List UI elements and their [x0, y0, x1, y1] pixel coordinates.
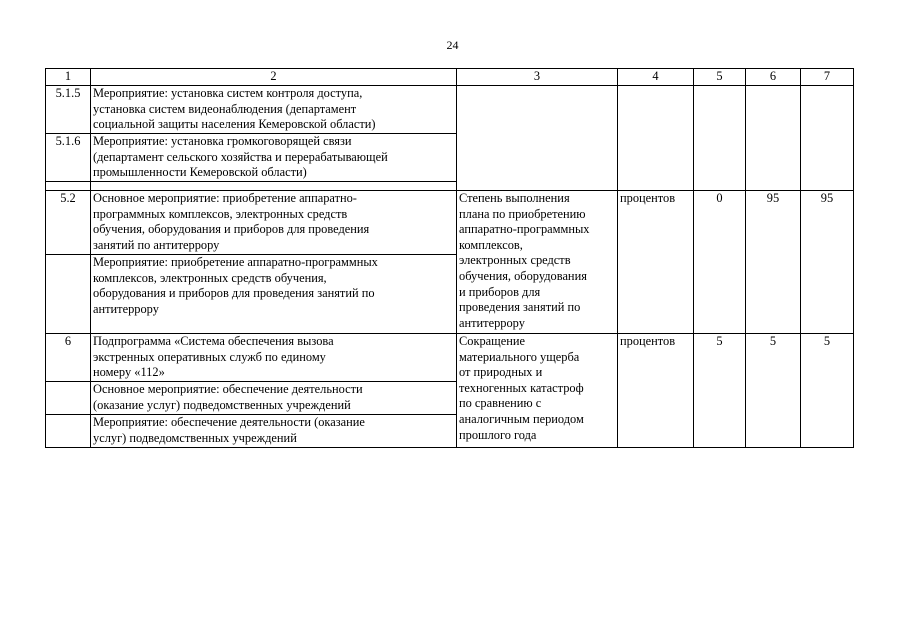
- unit-text: процентов: [618, 191, 694, 334]
- column-header: 4: [618, 69, 694, 86]
- value-col6: 95: [746, 191, 801, 334]
- value-cell-empty: [801, 86, 854, 191]
- value-col5: 0: [694, 191, 746, 334]
- column-header: 2: [91, 69, 457, 86]
- column-header: 3: [457, 69, 618, 86]
- value-col7: 5: [801, 334, 854, 448]
- table-row: [46, 86, 854, 134]
- row-number-empty: [46, 255, 91, 334]
- indicator-text: Степень выполнения плана по приобретению аппаратно-программных комплексов, электронных средств обучения, оборудования и приборов для проведения занятий по антитеррору: [457, 191, 618, 334]
- row-number: 5.2: [46, 191, 91, 255]
- row-number-empty: [46, 415, 91, 448]
- value-cell-empty: [746, 86, 801, 191]
- row-number: 5.1.6: [46, 134, 91, 182]
- row-number: 6: [46, 334, 91, 382]
- value-col5: 5: [694, 334, 746, 448]
- indicator-text: Сокращение материального ущерба от природных и техногенных катастроф по сравнению с аналогичным периодом прошлого года: [457, 334, 618, 448]
- spacer-cell: [91, 182, 457, 191]
- row-description: Мероприятие: обеспечение деятельности (оказание услуг) подведомственных учреждений: [91, 415, 457, 448]
- column-header: 7: [801, 69, 854, 86]
- value-col6: 5: [746, 334, 801, 448]
- spacer-cell: [46, 182, 91, 191]
- unit-text: процентов: [618, 334, 694, 448]
- value-cell-empty: [694, 86, 746, 191]
- table-header-row: [46, 69, 854, 86]
- row-description: Мероприятие: установка систем контроля доступа, установка систем видеонаблюдения (департамент социальной защиты населения Кемеровской области): [91, 86, 457, 134]
- row-description: Основное мероприятие: обеспечение деятельности (оказание услуг) подведомственных учреждений: [91, 382, 457, 415]
- row-description: Подпрограмма «Система обеспечения вызова экстренных оперативных служб по единому номеру «112»: [91, 334, 457, 382]
- value-col7: 95: [801, 191, 854, 334]
- table-row: [46, 191, 854, 255]
- row-description: Основное мероприятие: приобретение аппаратно- программных комплексов, электронных средств обучения, оборудования и приборов для проведения занятий по антитеррору: [91, 191, 457, 255]
- table-row: [46, 334, 854, 382]
- unit-cell-empty: [618, 86, 694, 191]
- page-number: 24: [446, 38, 459, 52]
- row-description: Мероприятие: установка громкоговорящей связи (департамент сельского хозяйства и перерабатывающей промышленности Кемеровской области): [91, 134, 457, 182]
- program-table: [45, 68, 854, 448]
- row-number: 5.1.5: [46, 86, 91, 134]
- column-header: 1: [46, 69, 91, 86]
- indicator-cell-empty: [457, 86, 618, 191]
- row-number-empty: [46, 382, 91, 415]
- column-header: 5: [694, 69, 746, 86]
- row-description: Мероприятие: приобретение аппаратно-программных комплексов, электронных средств обучения, оборудования и приборов для проведения занятий по антитеррору: [91, 255, 457, 334]
- column-header: 6: [746, 69, 801, 86]
